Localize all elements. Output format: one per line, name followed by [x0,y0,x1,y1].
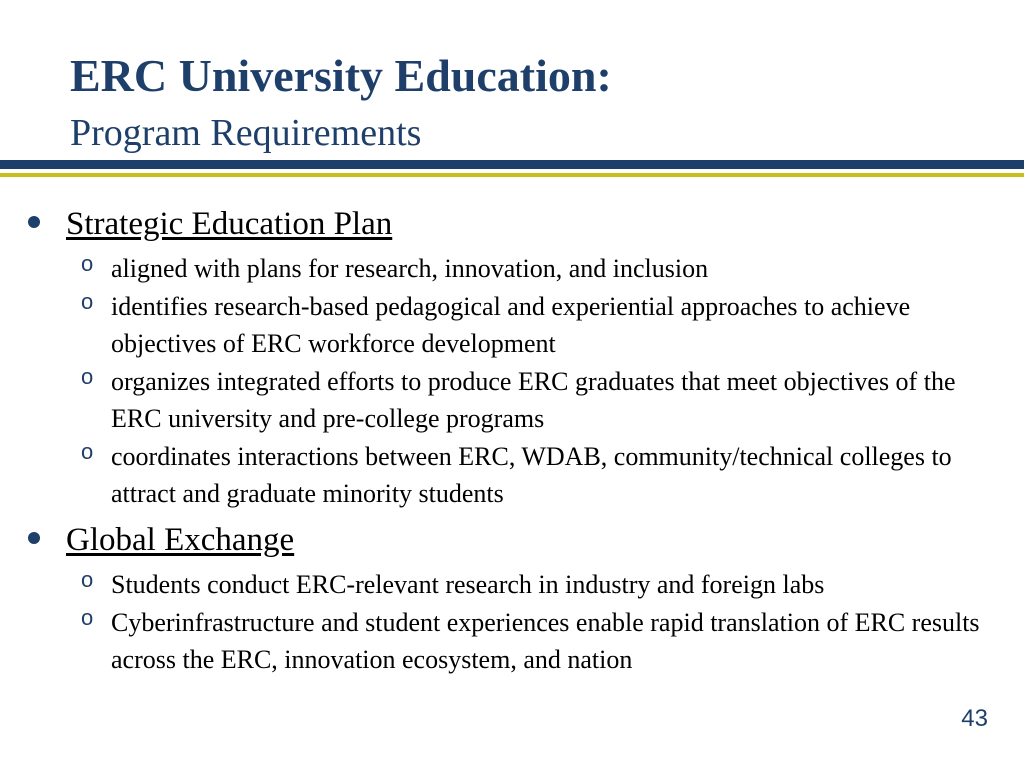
title-divider-dark [0,160,1024,169]
sub-bullet-icon: o [81,363,94,389]
bullet-item [0,204,1024,250]
sub-bullet-item [0,438,1001,513]
sub-bullet-item [0,250,1001,288]
sub-bullet-item [0,604,1001,679]
bullet-dot-icon [28,216,40,228]
bullet-dot-icon [28,532,40,544]
sub-bullet-text: aligned with plans for research, innovation, and inclusion [111,254,709,283]
page-number: 43 [961,705,988,732]
sub-bullet-item [0,288,1001,363]
sub-bullet-icon: o [81,567,94,592]
title-divider-light [0,173,1024,177]
sub-bullet-icon: o [81,438,94,464]
slide-subtitle: Program Requirements [70,112,422,154]
sub-bullet-text: coordinates interactions between ERC, WDAB, community/technical colleges to attract and graduate minority students [111,441,952,508]
bullet-item [0,520,1024,566]
slide-title: ERC University Education: [70,50,612,101]
section-heading: Strategic Education Plan [66,206,393,242]
sub-bullet-icon: o [81,288,94,314]
sub-bullet-text: Cyberinfrastructure and student experiences enable rapid translation of ERC results across the ERC, innovation ecosystem, and nation [111,607,980,674]
section-heading: Global Exchange [66,522,295,558]
sub-bullet-item [0,566,1001,604]
sub-bullet-text: Students conduct ERC-relevant research in industry and foreign labs [111,570,825,599]
sub-bullet-icon: o [81,251,94,276]
section-strategic-education-plan [0,204,1024,513]
sub-bullet-icon: o [81,604,94,630]
sub-bullet-text: identifies research-based pedagogical and experiential approaches to achieve objectives of ERC workforce development [111,291,911,358]
sub-bullet-text: organizes integrated efforts to produce ERC graduates that meet objectives of the ERC university and pre-college programs [111,366,956,433]
section-global-exchange [0,520,1024,679]
sub-bullet-item [0,363,1001,438]
